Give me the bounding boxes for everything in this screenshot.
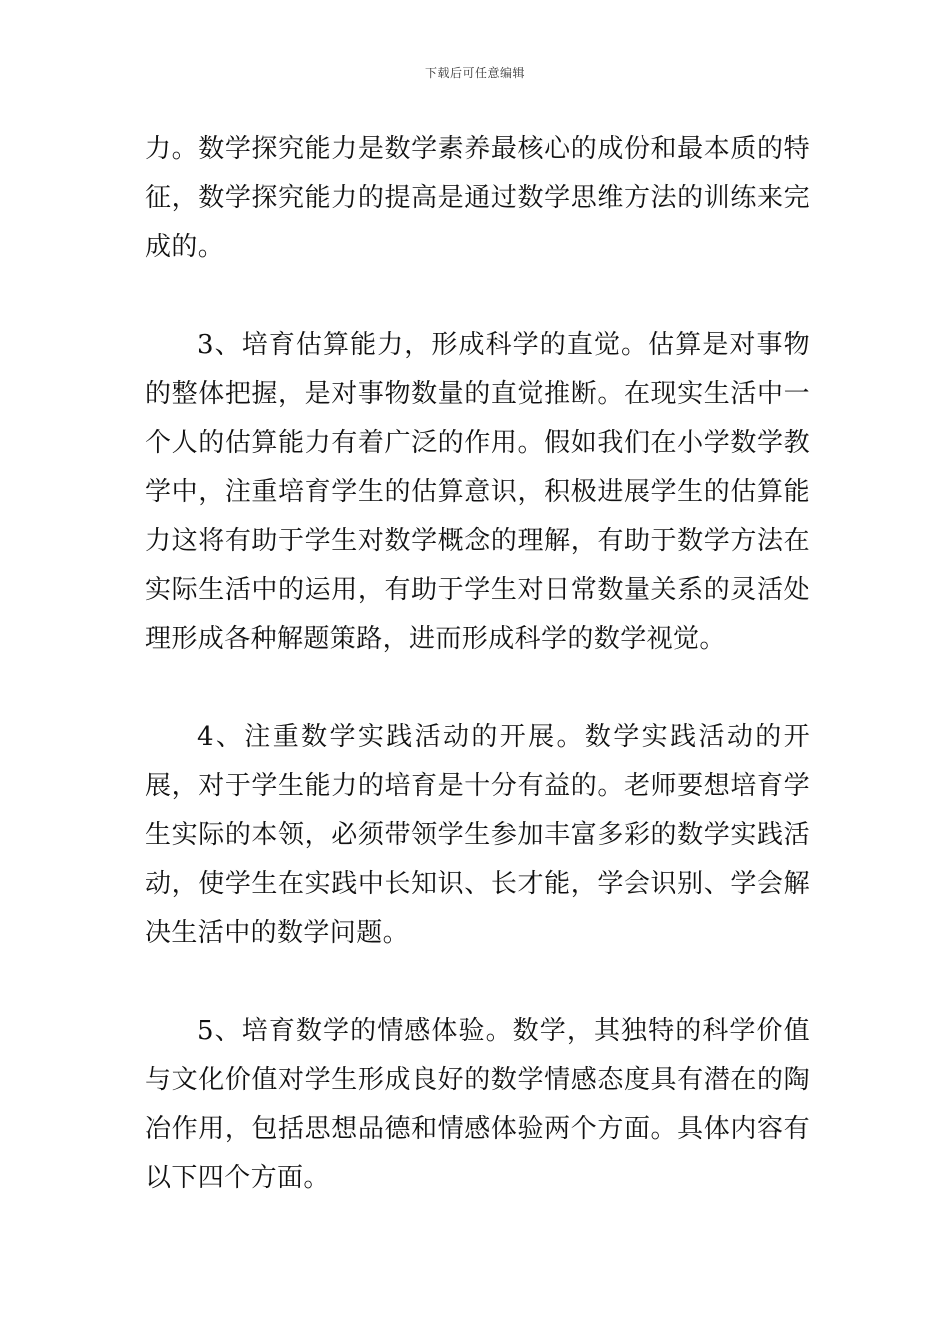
page-header: 下载后可任意编辑 (424, 66, 525, 80)
paragraph-continuation: 力。数学探究能力是数学素养最核心的成份和最本质的特征，数学探究能力的提高是通过数学思维方法的训练来完成的。 (145, 134, 810, 262)
paragraph-spacer (145, 664, 810, 713)
document-body (145, 125, 810, 1203)
paragraph-spacer (145, 272, 810, 321)
paragraph-practice-activities: 4、注重数学实践活动的开展。数学实践活动的开展，对于学生能力的培育是十分有益的。老师要想培育学生实际的本领，必须带领学生参加丰富多彩的数学实践活动，使学生在实践中长知识、长才能，学会识别、学会解决生活中的数学问题。 (145, 722, 810, 948)
paragraph-spacer (145, 958, 810, 1007)
paragraph-emotional-experience: 5、培育数学的情感体验。数学，其独特的科学价值与文化价值对学生形成良好的数学情感态度具有潜在的陶冶作用，包括思想品德和情感体验两个方面。具体内容有以下四个方面。 (145, 1016, 810, 1193)
paragraph-estimation-ability: 3、培育估算能力，形成科学的直觉。估算是对事物的整体把握，是对事物数量的直觉推断。在现实生活中一个人的估算能力有着广泛的作用。假如我们在小学数学教学中，注重培育学生的估算意识，积极进展学生的估算能力这将有助于学生对数学概念的理解，有助于数学方法在实际生活中的运用，有助于学生对日常数量关系的灵活处理形成各种解题策路，进而形成科学的数学视觉。 (145, 330, 810, 654)
